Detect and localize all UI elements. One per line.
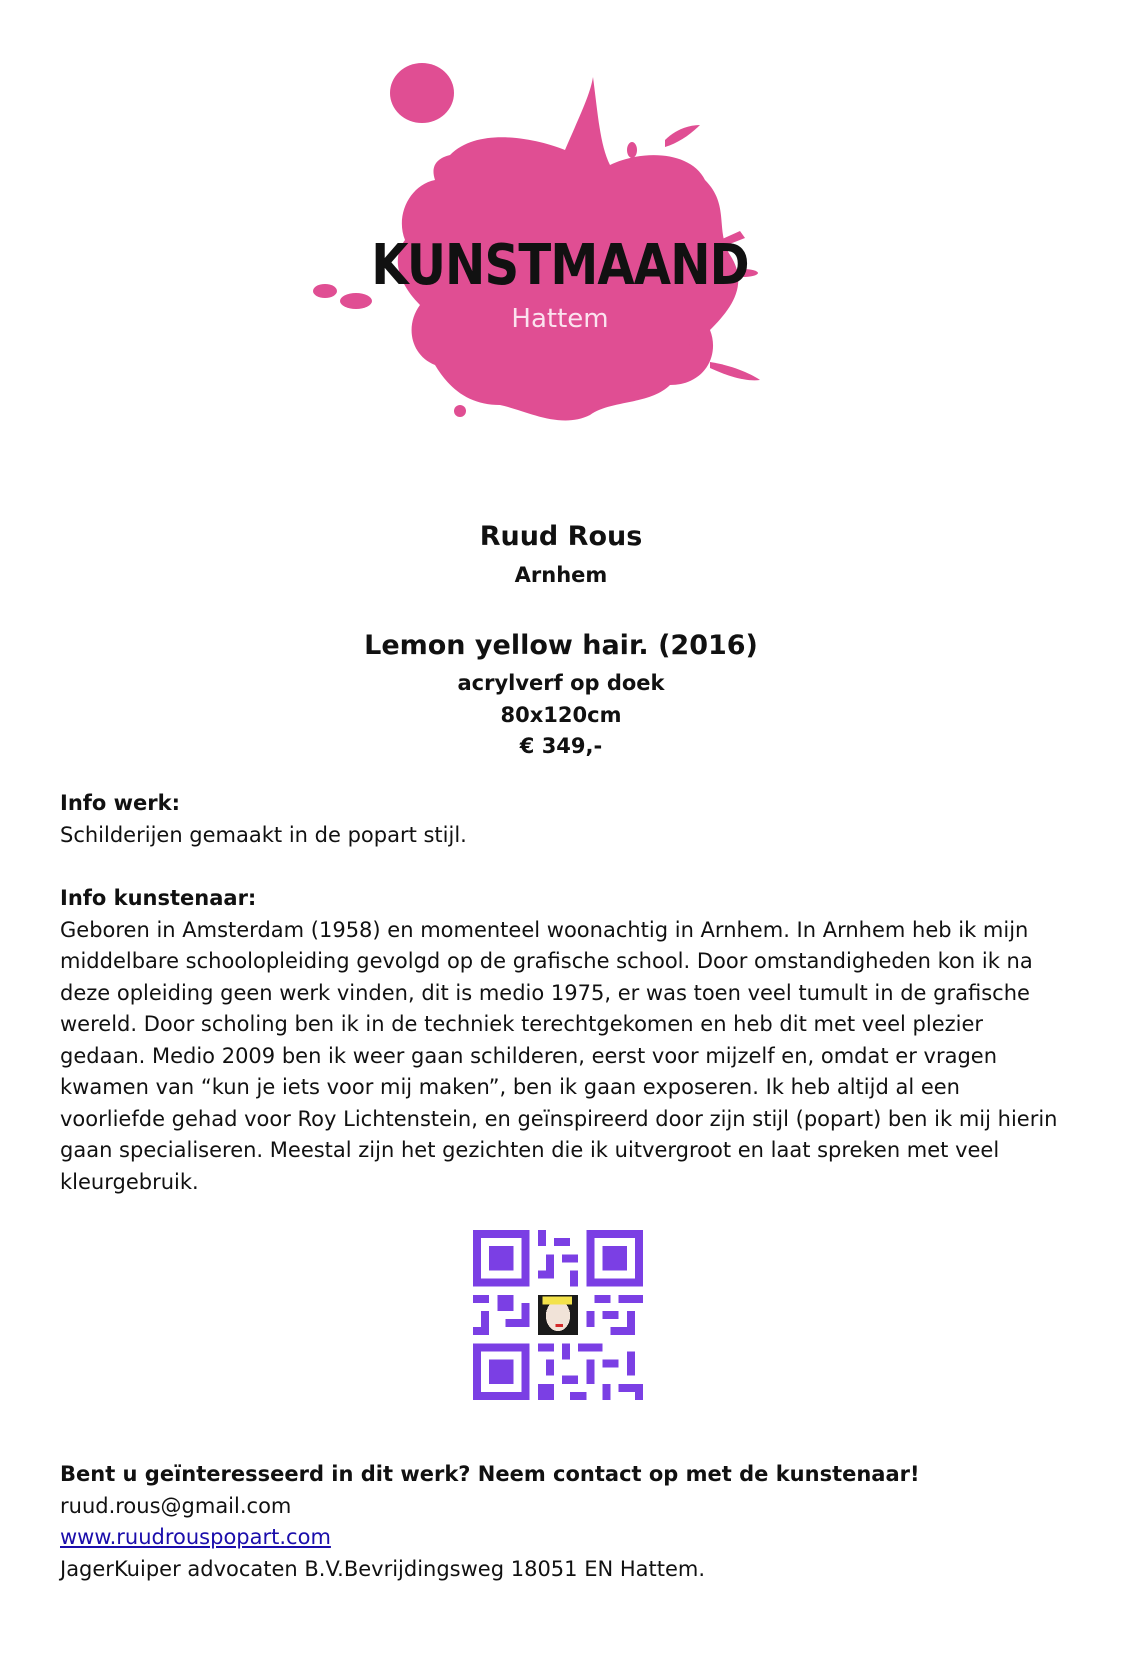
work-title: Lemon yellow hair. (2016) xyxy=(364,630,758,661)
contact-section xyxy=(60,1459,1070,1585)
work-price: € 349,- xyxy=(519,734,603,758)
info-work-heading: Info werk: xyxy=(60,791,181,815)
artist-name: Ruud Rous xyxy=(479,521,643,552)
qr-code-icon xyxy=(473,1230,643,1400)
info-artist-text: Geboren in Amsterdam (1958) en momenteel woonachtig in Arnhem. In Arnhem heb ik mijn middelbare schoolopleiding gevolgd op de grafische school. Door omstandigheden kon ik na deze opleiding geen werk vinden, dit is medio 1975, er was toen veel tumult in de grafische wereld. Door scholing ben ik in de techniek terechtgekomen en heb dit met veel plezier gedaan. Medio 2009 ben ik weer gaan schilderen, eerst voor mijzelf en, omdat er vragen kwamen van “kun je iets voor mij maken”, ben ik gaan exposeren. Ik heb altijd al een voorliefde gehad voor Roy Lichtenstein, en geïnspireerd door zijn stijl (popart) ben ik mij hierin gaan specialiseren. Meestal zijn het gezichten die ik uitvergroot en laat spreken met veel kleurgebruik. xyxy=(60,917,1058,1194)
logo-subtitle: Hattem xyxy=(511,304,609,334)
info-artist-heading: Info kunstenaar: xyxy=(60,886,257,910)
work-medium: acrylverf op doek xyxy=(457,671,665,695)
website-link[interactable]: www.ruudrouspopart.com xyxy=(60,1525,331,1549)
kunstmaand-logo xyxy=(310,55,810,445)
info-work-text: Schilderijen gemaakt in de popart stijl. xyxy=(60,822,467,847)
info-work-section xyxy=(60,788,1070,851)
contact-address: JagerKuiper advocaten B.V.Bevrijdingsweg 18051 EN Hattem. xyxy=(60,1556,706,1581)
logo-wordmark: KUNSTMAAND xyxy=(371,233,749,298)
artist-city: Arnhem xyxy=(514,563,608,587)
contact-heading: Bent u geïnteresseerd in dit werk? Neem contact op met de kunstenaar! xyxy=(60,1462,920,1486)
info-artist-section xyxy=(60,883,1070,1198)
contact-email[interactable]: ruud.rous@gmail.com xyxy=(60,1493,292,1518)
work-size: 80x120cm xyxy=(500,703,622,727)
